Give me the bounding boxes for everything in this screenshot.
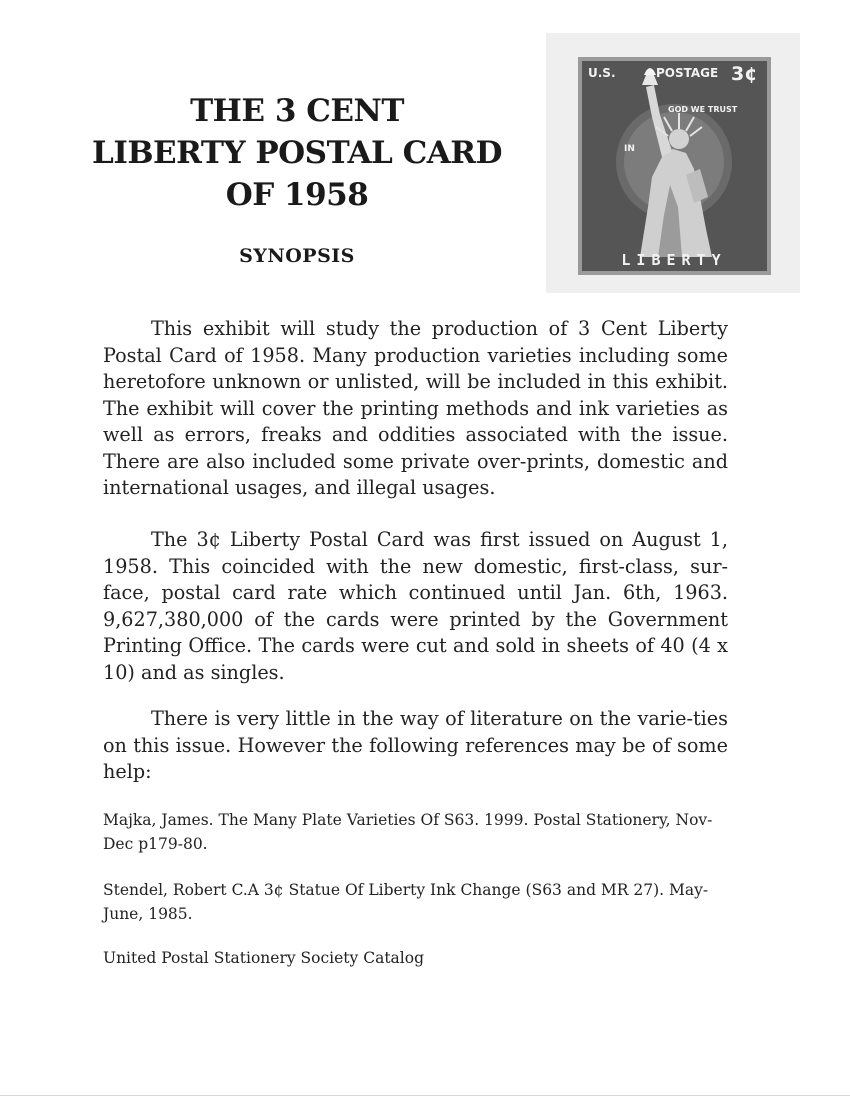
stamp-postage-label: POSTAGE <box>656 66 719 80</box>
stamp-us-label: U.S. <box>588 66 616 80</box>
stamp-liberty-label: LIBERTY <box>621 251 727 269</box>
page-title <box>52 90 542 216</box>
stamp-denomination: 3¢ <box>731 63 758 85</box>
synopsis-paragraph-1 <box>103 316 728 502</box>
synopsis-paragraph-2 <box>103 527 728 686</box>
stamp-motto-in: IN <box>624 144 635 154</box>
synopsis-heading: SYNOPSIS <box>239 245 355 267</box>
page-bottom-edge <box>0 1095 850 1096</box>
synopsis-paragraph-3 <box>103 706 728 786</box>
paragraph-text: There is very little in the way of literature on the varie-ties on this issue. However the following references may be of some help: <box>103 707 728 783</box>
paragraph-text: The 3¢ Liberty Postal Card was first issued on August 1, 1958. This coincided with the new domestic, first-class, sur-face, postal card rate which continued until Jan. 6th, 1963. 9,627,380,000 of the cards were printed by the Government Printing Office. The cards were cut and sold in sheets of 40 (4 x 10) and as singles. <box>103 528 728 684</box>
reference-upss-catalog: United Postal Stationery Society Catalog <box>103 949 425 967</box>
reference-majka: Majka, James. The Many Plate Varieties Of S63. 1999. Postal Stationery, Nov-Dec p179-80. <box>103 811 713 853</box>
title-line-2: LIBERTY POSTAL CARD <box>92 135 502 171</box>
paragraph-text: This exhibit will study the production of 3 Cent Liberty Postal Card of 1958. Many production varieties including some heretofore unknown or unlisted, will be included in this exhibit. The exhibit will cover the printing methods and ink varieties as well as errors, freaks and oddities associated with the issue. There are also included some private over-prints, domestic and international usages, and illegal usages. <box>103 317 728 499</box>
statue-head <box>669 129 689 149</box>
title-line-1: THE 3 CENT <box>190 93 404 129</box>
liberty-stamp-image <box>578 57 771 275</box>
title-line-3: OF 1958 <box>225 177 369 213</box>
stamp-motto: GOD WE TRUST <box>668 105 738 114</box>
reference-stendel: Stendel, Robert C.A 3¢ Statue Of Liberty Ink Change (S63 and MR 27). May-June, 1985. <box>103 881 709 923</box>
